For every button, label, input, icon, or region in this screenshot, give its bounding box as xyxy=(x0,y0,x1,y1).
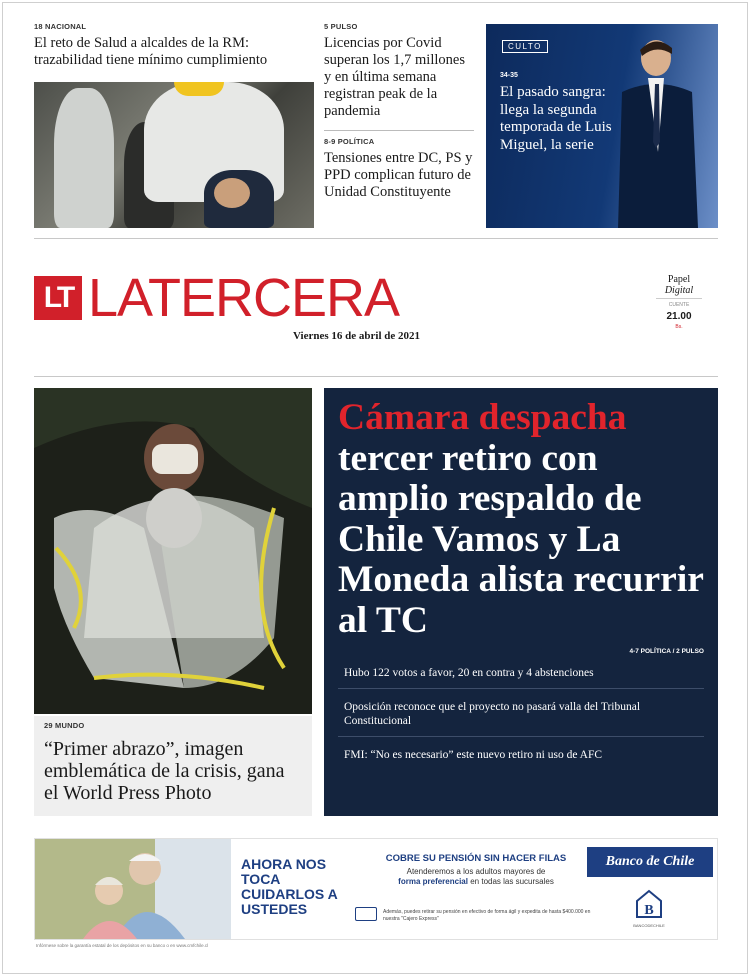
ad-disclaimer: Infórmese sobre la garantía estatal de los depósitos en su banco o en www.cmfchile.cl xyxy=(36,943,209,948)
ad-line2a: Atenderemos a los adultos mayores de xyxy=(406,867,546,876)
photo-story-caption[interactable] xyxy=(34,716,312,816)
culto-promo[interactable] xyxy=(486,24,718,228)
logo-wordmark[interactable]: LATERCERA xyxy=(88,268,400,328)
headline: Licencias por Covid superan los 1,7 millones y en última semana registran peak de la pandemia xyxy=(324,35,465,119)
ad-line2b: forma preferencial xyxy=(398,877,468,886)
first-embrace-photo xyxy=(34,388,312,714)
top-story-salud[interactable] xyxy=(34,22,314,69)
ad-line2 xyxy=(349,867,603,887)
top-story-licencias[interactable] xyxy=(324,22,474,201)
divider xyxy=(34,238,718,239)
currency: Bs. xyxy=(675,324,683,330)
headline: El pasado sangra: llega la segunda temporada de Luis Miguel, la serie xyxy=(500,84,612,153)
ad-fine-print xyxy=(355,909,595,923)
price: 21.00 xyxy=(666,311,692,322)
headline: “Primer abrazo”, imagen emblemática de la crisis, gana el World Press Photo xyxy=(44,738,285,804)
kicker: 34-35 xyxy=(500,72,518,79)
story-bullet[interactable]: Hubo 122 votos a favor, 20 en contra y 4 abstenciones xyxy=(338,655,704,689)
bank-shield-icon xyxy=(635,889,663,919)
headline: Tensiones entre DC, PS y PPD complican futuro de Unidad Constituyente xyxy=(324,150,473,200)
ad-message xyxy=(349,853,603,887)
ad-couple-photo xyxy=(35,839,231,939)
papel-label: Papel xyxy=(667,274,691,285)
logo-mark[interactable]: LT xyxy=(34,276,82,320)
ad-line2c: en todas las sucursales xyxy=(470,877,554,886)
page-refs: 4-7 POLÍTICA / 2 PULSO xyxy=(629,648,704,655)
embrace-illustration xyxy=(34,388,312,714)
svg-text:B: B xyxy=(644,903,654,918)
price-label: CUENTE xyxy=(656,298,702,311)
atm-card-icon xyxy=(355,907,377,921)
ad-line1: COBRE SU PENSIÓN SIN HACER FILAS xyxy=(385,853,567,864)
covid-test-photo xyxy=(34,82,314,228)
issue-date: Viernes 16 de abril de 2021 xyxy=(293,330,420,342)
kicker: 29 MUNDO xyxy=(44,721,85,730)
main-headline-rest: tercer retiro con amplio respaldo de Chile Vamos y La Moneda alista recurrir al TC xyxy=(338,437,704,641)
main-headline-red: Cámara despacha xyxy=(338,397,627,438)
main-headline xyxy=(338,398,704,641)
kicker: 8-9 POLÍTICA xyxy=(324,137,375,146)
ad-title: AHORA NOS TOCA CUIDARLOS A USTEDES xyxy=(241,856,338,917)
bank-logo[interactable]: Banco de Chile xyxy=(587,847,713,877)
actor-photo xyxy=(612,32,712,228)
culto-tag: CULTO xyxy=(502,40,548,53)
ad-fine-text: Además, puedes retirar su pensión en efectivo de forma ágil y expedita de hasta $400.000 en nuestra "Cajero Express" xyxy=(383,909,591,922)
story-bullet[interactable]: FMI: “No es necesario” este nuevo retiro ni uso de AFC xyxy=(344,749,603,761)
divider xyxy=(34,376,718,377)
digital-label: Digital xyxy=(664,285,694,296)
bank-shield-text: BANCODECHILE xyxy=(633,923,665,928)
kicker: 18 NACIONAL xyxy=(34,22,87,31)
bank-advertisement[interactable] xyxy=(34,838,718,940)
papel-digital-badge[interactable] xyxy=(656,274,702,333)
kicker: 5 PULSO xyxy=(324,22,358,31)
story-bullet[interactable]: Oposición reconoce que el proyecto no pasará valla del Tribunal Constitucional xyxy=(338,689,704,737)
divider xyxy=(324,130,474,131)
headline: El reto de Salud a alcaldes de la RM: trazabilidad tiene mínimo cumplimiento xyxy=(34,35,268,68)
main-story[interactable] xyxy=(324,388,718,816)
